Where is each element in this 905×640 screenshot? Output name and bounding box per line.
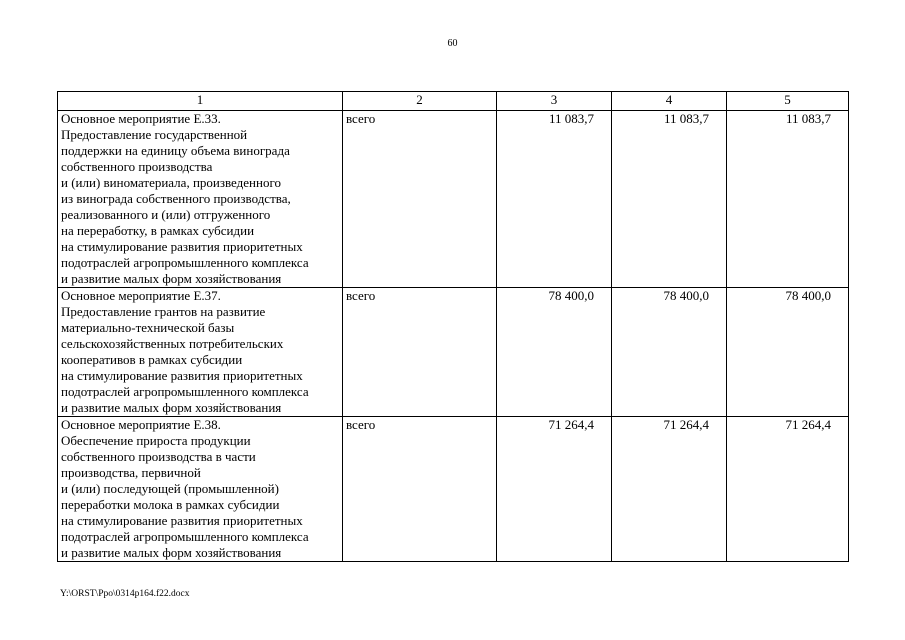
- description-line: материально-технической базы: [61, 320, 235, 335]
- file-path-footer: Y:\ORST\Ppo\0314p164.f22.docx: [60, 589, 190, 599]
- description-line: Предоставление грантов на развитие: [61, 304, 266, 319]
- description-line: Предоставление государственной: [61, 127, 248, 142]
- description-line: на стимулирование развития приоритетных: [61, 239, 303, 254]
- header-cell-4: 4: [612, 92, 727, 111]
- header-cell-2: 2: [343, 92, 497, 111]
- page-number: 60: [447, 38, 458, 49]
- activity-description-cell: [58, 111, 343, 288]
- amount-cell-col-5: 78 400,0: [727, 288, 849, 417]
- description-line: Основное мероприятие Е.38.: [61, 417, 221, 432]
- activity-description-cell: [58, 288, 343, 417]
- description-line: и (или) последующей (промышленной): [61, 481, 279, 496]
- table-header-row: [58, 92, 849, 111]
- description-line: поддержки на единицу объема винограда: [61, 143, 290, 158]
- header-cell-1: 1: [58, 92, 343, 111]
- amount-cell-col-3: 71 264,4: [497, 417, 612, 562]
- activity-description-cell: [58, 417, 343, 562]
- description-line: подотраслей агропромышленного комплекса: [61, 255, 309, 270]
- description-line: производства, первичной: [61, 465, 201, 480]
- amount-cell-col-5: 71 264,4: [727, 417, 849, 562]
- funding-type-cell: всего: [343, 288, 497, 417]
- description-line: и (или) виноматериала, произведенного: [61, 175, 281, 190]
- table-row: [58, 417, 849, 562]
- description-line: подотраслей агропромышленного комплекса: [61, 384, 309, 399]
- header-cell-3: 3: [497, 92, 612, 111]
- description-line: Основное мероприятие Е.33.: [61, 111, 221, 126]
- description-line: реализованного и (или) отгруженного: [61, 207, 271, 222]
- description-line: собственного производства в части: [61, 449, 256, 464]
- description-line: и развитие малых форм хозяйствования: [61, 545, 282, 560]
- description-line: собственного производства: [61, 159, 213, 174]
- table-row: [58, 288, 849, 417]
- table-row: [58, 111, 849, 288]
- amount-cell-col-3: 11 083,7: [497, 111, 612, 288]
- amount-cell-col-3: 78 400,0: [497, 288, 612, 417]
- amount-cell-col-4: 71 264,4: [612, 417, 727, 562]
- funding-type-cell: всего: [343, 111, 497, 288]
- description-line: подотраслей агропромышленного комплекса: [61, 529, 309, 544]
- description-line: кооперативов в рамках субсидии: [61, 352, 243, 367]
- amount-cell-col-4: 78 400,0: [612, 288, 727, 417]
- header-cell-5: 5: [727, 92, 849, 111]
- description-line: на стимулирование развития приоритетных: [61, 513, 303, 528]
- description-line: на переработку, в рамках субсидии: [61, 223, 255, 238]
- amount-cell-col-4: 11 083,7: [612, 111, 727, 288]
- description-line: Основное мероприятие Е.37.: [61, 288, 221, 303]
- description-line: и развитие малых форм хозяйствования: [61, 271, 282, 286]
- description-line: Обеспечение прироста продукции: [61, 433, 251, 448]
- description-line: сельскохозяйственных потребительских: [61, 336, 284, 351]
- description-line: переработки молока в рамках субсидии: [61, 497, 280, 512]
- description-line: и развитие малых форм хозяйствования: [61, 400, 282, 415]
- description-line: на стимулирование развития приоритетных: [61, 368, 303, 383]
- funding-type-cell: всего: [343, 417, 497, 562]
- document-table: [57, 91, 849, 562]
- amount-cell-col-5: 11 083,7: [727, 111, 849, 288]
- description-line: из винограда собственного производства,: [61, 191, 291, 206]
